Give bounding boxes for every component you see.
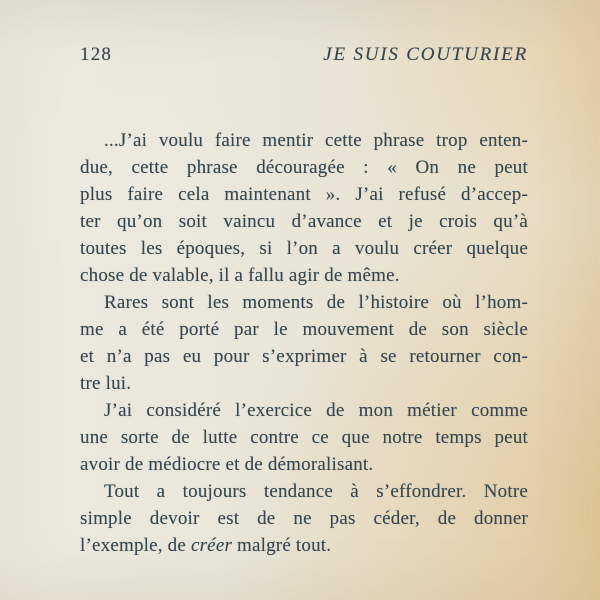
running-title: JE SUIS COUTURIER: [323, 44, 528, 65]
page-header: [80, 44, 528, 66]
text-line: Rares sont les moments de l’histoire où l’hom-: [104, 292, 528, 313]
text-line: due, cette phrase découragée : « On ne peut: [80, 157, 528, 178]
text-line-final: [80, 532, 528, 559]
final-line-pre: l’exemple, de: [80, 535, 191, 556]
final-line-italic-word: créer: [190, 535, 233, 556]
text-line: avoir de médiocre et de démoralisant.: [80, 454, 374, 475]
text-line: plus faire cela maintenant ». J’ai refusé d’accep-: [80, 184, 528, 205]
page-number: 128: [80, 44, 113, 65]
text-line: toutes les époques, si l’on a voulu créer quelque: [80, 238, 528, 259]
text-line: une sorte de lutte contre ce que notre temps peut: [80, 427, 528, 448]
text-line: chose de valable, il a fallu agir de même.: [80, 265, 400, 286]
text-line: J’ai considéré l’exercice de mon métier comme: [104, 400, 528, 421]
text-line: simple devoir est de ne pas céder, de donner: [80, 508, 528, 529]
text-line: Tout a toujours tendance à s’effondrer. Notre: [104, 481, 528, 502]
text-line: ...J’ai voulu faire mentir cette phrase trop enten-: [104, 130, 528, 151]
text-line: tre lui.: [80, 373, 132, 394]
text-line: et n’a pas eu pour s’exprimer à se retourner con-: [80, 346, 528, 367]
final-line-post: malgré tout.: [232, 535, 332, 556]
text-line: me a été porté par le mouvement de son siècle: [80, 319, 528, 340]
text-line: ter qu’on soit vaincu d’avance et je crois qu’à: [80, 211, 528, 232]
text-block: [80, 127, 528, 559]
